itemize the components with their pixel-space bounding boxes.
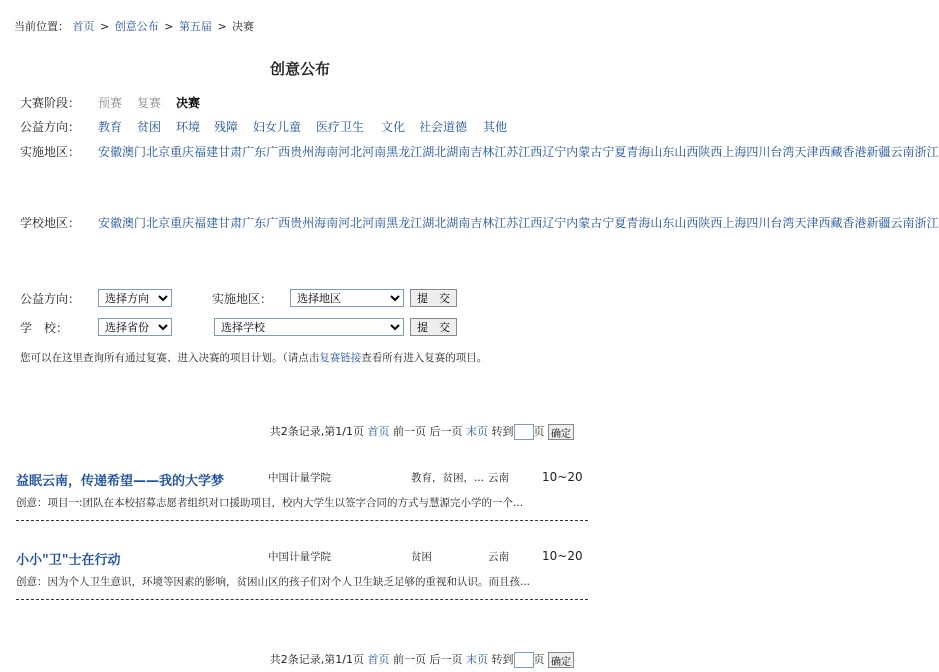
region-link[interactable]: 安徽 xyxy=(98,216,123,230)
note-text-2: 查看所有进入复赛的项目。 xyxy=(361,352,488,364)
region-link[interactable]: 湖北 xyxy=(422,216,447,230)
project-title-link[interactable]: 益眠云南，传递希望——我的大学梦 xyxy=(16,474,225,489)
pager-page-unit: 页 xyxy=(533,425,545,438)
region-link[interactable]: 内蒙古 xyxy=(566,145,603,159)
region-link[interactable]: 山西 xyxy=(674,216,699,230)
region-link[interactable]: 台湾 xyxy=(770,145,795,159)
direction-filter xyxy=(0,118,600,134)
impl-region-grid xyxy=(98,143,939,160)
region-link[interactable]: 西藏 xyxy=(818,145,843,159)
region-link[interactable]: 重庆 xyxy=(170,216,195,230)
project-item xyxy=(16,470,588,524)
page-number-input[interactable] xyxy=(514,652,534,668)
region-link[interactable]: 青海 xyxy=(626,216,651,230)
stage-prelim-link[interactable]: 预赛 xyxy=(98,96,123,110)
item-divider xyxy=(16,599,588,600)
pager-confirm-button[interactable]: 确定 xyxy=(548,652,574,668)
region-link[interactable]: 陕西 xyxy=(698,145,723,159)
pager-last-link[interactable]: 末页 xyxy=(466,653,488,666)
region-link[interactable]: 甘肃 xyxy=(218,216,243,230)
pager-page-unit: 页 xyxy=(533,653,545,666)
direction-other-link[interactable]: 其他 xyxy=(483,120,508,134)
pager-goto-label: 转到 xyxy=(491,425,514,438)
stage-label: 大赛阶段： xyxy=(20,96,81,110)
stage-semifinal-link[interactable]: 复赛 xyxy=(137,96,162,110)
pager-bottom xyxy=(270,651,574,668)
region-link[interactable]: 陕西 xyxy=(698,216,723,230)
project-area: 云南 xyxy=(488,472,509,484)
region-link[interactable]: 江苏 xyxy=(494,216,519,230)
region-link[interactable]: 吉林 xyxy=(470,145,495,159)
submit-button-1[interactable]: 提 交 xyxy=(410,289,457,307)
region-link[interactable]: 宁夏 xyxy=(602,216,627,230)
note-text-1: 您可以在这里查询所有通过复赛、进入决赛的项目计划。（请点击 xyxy=(20,352,320,364)
project-budget: 10~20 xyxy=(542,470,583,484)
region-link[interactable]: 澳门 xyxy=(122,145,147,159)
region-link[interactable]: 天津 xyxy=(794,145,819,159)
region-link[interactable]: 湖北 xyxy=(422,145,447,159)
page-title: 创意公布 xyxy=(269,60,330,78)
direction-environment-link[interactable]: 环境 xyxy=(176,120,201,134)
region-link[interactable]: 辽宁 xyxy=(542,216,567,230)
pager-next: 后一页 xyxy=(429,653,463,666)
breadcrumb-edition-link[interactable]: 第五届 xyxy=(178,20,212,33)
region-link[interactable]: 甘肃 xyxy=(218,145,243,159)
pager-last-link[interactable]: 末页 xyxy=(466,425,488,438)
direction-culture-link[interactable]: 文化 xyxy=(381,120,406,134)
region-link[interactable]: 浙江 xyxy=(914,216,939,230)
region-link[interactable]: 新疆 xyxy=(866,216,891,230)
region-link[interactable]: 四川 xyxy=(746,145,771,159)
search-school-label: 学 校： xyxy=(20,321,69,335)
project-item xyxy=(16,549,588,603)
pager-goto-label: 转到 xyxy=(491,653,514,666)
direction-morality-link[interactable]: 社会道德 xyxy=(419,120,468,134)
region-link[interactable]: 安徽 xyxy=(98,145,123,159)
pager-summary: 共2条记录,第1/1页 xyxy=(269,425,364,438)
breadcrumb-prefix: 当前位置： xyxy=(14,20,69,33)
region-link[interactable]: 广西 xyxy=(266,145,291,159)
semifinal-link[interactable]: 复赛链接 xyxy=(319,352,362,364)
region-link[interactable]: 上海 xyxy=(722,216,747,230)
region-link[interactable]: 香港 xyxy=(842,216,867,230)
impl-region-filter xyxy=(0,143,939,205)
region-link[interactable]: 青海 xyxy=(626,145,651,159)
region-link[interactable]: 云南 xyxy=(890,216,915,230)
school-region-filter xyxy=(0,214,939,276)
direction-health-link[interactable]: 医疗卫生 xyxy=(316,120,365,134)
region-link[interactable]: 北京 xyxy=(146,145,171,159)
region-link[interactable]: 北京 xyxy=(146,216,171,230)
region-link[interactable]: 湖南 xyxy=(446,216,471,230)
pager-top xyxy=(270,423,574,440)
region-link[interactable]: 河南 xyxy=(362,145,387,159)
region-link[interactable]: 海南 xyxy=(314,216,339,230)
project-title-link[interactable]: 小小"卫"士在行动 xyxy=(16,553,121,568)
project-school: 中国计量学院 xyxy=(268,551,331,563)
page-number-input[interactable] xyxy=(514,424,534,440)
pager-first-link[interactable]: 首页 xyxy=(367,425,390,438)
school-select[interactable] xyxy=(214,318,404,336)
region-link[interactable]: 江西 xyxy=(518,216,543,230)
direction-select[interactable] xyxy=(98,289,172,307)
region-link[interactable]: 山西 xyxy=(674,145,699,159)
pager-prev: 前一页 xyxy=(393,425,426,438)
direction-women-children-link[interactable]: 妇女儿童 xyxy=(253,120,302,134)
region-link[interactable]: 天津 xyxy=(794,216,819,230)
region-link[interactable]: 河北 xyxy=(338,145,363,159)
region-link[interactable]: 吉林 xyxy=(470,216,495,230)
region-link[interactable]: 山东 xyxy=(650,216,675,230)
region-link[interactable]: 广东 xyxy=(242,216,267,230)
breadcrumb-current: 决赛 xyxy=(232,20,255,33)
school-region-grid xyxy=(98,214,939,231)
info-note xyxy=(20,350,487,365)
search-direction-label: 公益方向： xyxy=(20,292,81,306)
region-link[interactable]: 四川 xyxy=(746,216,771,230)
direction-disability-link[interactable]: 残障 xyxy=(214,120,239,134)
stage-final-current: 决赛 xyxy=(176,96,201,110)
pager-confirm-button[interactable]: 确定 xyxy=(548,424,574,440)
region-link[interactable]: 黑龙江 xyxy=(386,216,423,230)
pager-prev: 前一页 xyxy=(393,653,426,666)
direction-education-link[interactable]: 教育 xyxy=(98,120,123,134)
region-link[interactable]: 上海 xyxy=(722,145,747,159)
item-divider xyxy=(16,520,588,521)
region-link[interactable]: 广东 xyxy=(242,145,267,159)
region-link[interactable]: 新疆 xyxy=(866,145,891,159)
region-link[interactable]: 山东 xyxy=(650,145,675,159)
region-link[interactable]: 西藏 xyxy=(818,216,843,230)
region-link[interactable]: 江苏 xyxy=(494,145,519,159)
region-link[interactable]: 福建 xyxy=(194,216,219,230)
region-select[interactable] xyxy=(290,289,404,307)
impl-region-label: 实施地区： xyxy=(20,145,81,159)
region-link[interactable]: 云南 xyxy=(890,145,915,159)
region-link[interactable]: 重庆 xyxy=(170,145,195,159)
breadcrumb xyxy=(14,18,254,34)
region-link[interactable]: 宁夏 xyxy=(602,145,627,159)
project-direction: 贫困 xyxy=(411,551,432,563)
school-region-label: 学校地区： xyxy=(20,216,81,230)
region-link[interactable]: 河北 xyxy=(338,216,363,230)
project-area: 云南 xyxy=(488,551,509,563)
direction-label: 公益方向： xyxy=(20,120,81,134)
region-link[interactable]: 海南 xyxy=(314,145,339,159)
region-link[interactable]: 江西 xyxy=(518,145,543,159)
project-budget: 10~20 xyxy=(542,549,583,563)
project-description: 创意：因为个人卫生意识，环境等因素的影响，贫困山区的孩子们对个人卫生缺乏足够的重视和认识。而且孩... xyxy=(16,576,531,588)
breadcrumb-home-link[interactable]: 首页 xyxy=(72,20,95,33)
region-link[interactable]: 贵州 xyxy=(290,145,315,159)
region-link[interactable]: 广西 xyxy=(266,216,291,230)
project-description: 创意：项目一:团队在本校招募志愿者组织对口援助项目，校内大学生以签字合同的方式与慧源完小学的一个... xyxy=(16,497,524,509)
region-link[interactable]: 香港 xyxy=(842,145,867,159)
search-region-label: 实施地区： xyxy=(212,292,273,306)
breadcrumb-separator: > xyxy=(100,20,110,33)
submit-button-2[interactable]: 提 交 xyxy=(410,318,457,336)
province-select[interactable] xyxy=(98,318,172,336)
project-direction: 教育，贫困，... xyxy=(411,472,485,484)
project-school: 中国计量学院 xyxy=(268,472,331,484)
pager-next: 后一页 xyxy=(429,425,463,438)
breadcrumb-separator: > xyxy=(164,20,174,33)
region-link[interactable]: 湖南 xyxy=(446,145,471,159)
region-link[interactable]: 辽宁 xyxy=(542,145,567,159)
pager-first-link[interactable]: 首页 xyxy=(367,653,390,666)
region-link[interactable]: 澳门 xyxy=(122,216,147,230)
breadcrumb-announce-link[interactable]: 创意公布 xyxy=(114,20,159,33)
region-link[interactable]: 黑龙江 xyxy=(386,145,423,159)
region-link[interactable]: 贵州 xyxy=(290,216,315,230)
region-link[interactable]: 台湾 xyxy=(770,216,795,230)
region-link[interactable]: 福建 xyxy=(194,145,219,159)
region-link[interactable]: 内蒙古 xyxy=(566,216,603,230)
direction-poverty-link[interactable]: 贫困 xyxy=(137,120,162,134)
pager-summary: 共2条记录,第1/1页 xyxy=(269,653,364,666)
breadcrumb-separator: > xyxy=(217,20,227,33)
region-link[interactable]: 浙江 xyxy=(914,145,939,159)
stage-filter xyxy=(0,94,600,110)
region-link[interactable]: 河南 xyxy=(362,216,387,230)
